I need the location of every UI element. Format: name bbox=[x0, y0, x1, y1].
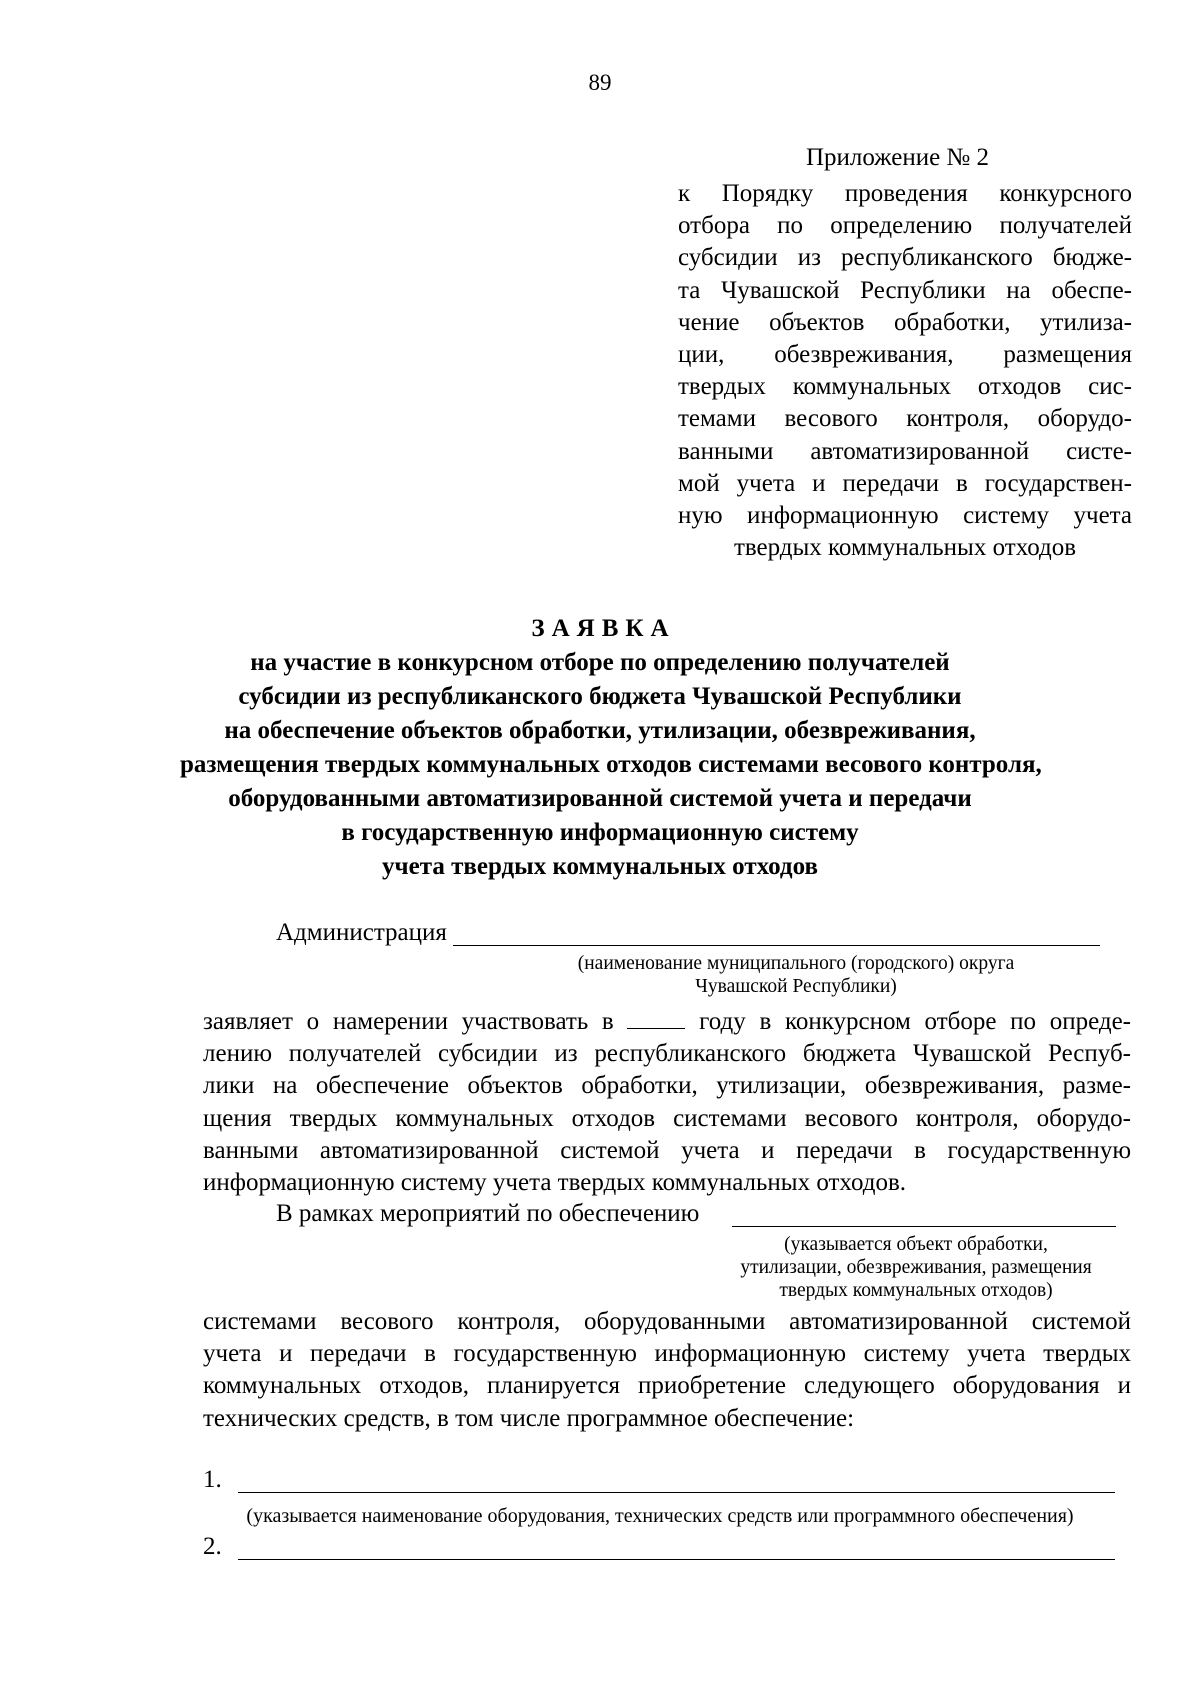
paragraph-line: информационную систему учета твердых коммунальных отходов. bbox=[203, 1169, 907, 1197]
hint-line: утилизации, обезвреживания, размещения bbox=[740, 1257, 1092, 1278]
administration-field bbox=[276, 919, 1100, 947]
heading-line: на участие в конкурсном отборе по определению получателей bbox=[250, 649, 950, 676]
measures-hint bbox=[700, 1233, 1132, 1302]
intent-paragraph bbox=[203, 1006, 1131, 1199]
administration-hint bbox=[496, 952, 1096, 998]
year-blank[interactable] bbox=[627, 1010, 685, 1029]
appendix-title: Приложение № 2 bbox=[806, 144, 990, 171]
appendix-line: твердых коммунальных отходов сис- bbox=[678, 373, 1132, 401]
application-heading bbox=[180, 612, 1042, 884]
item-number: 2. bbox=[203, 1533, 222, 1560]
paragraph-line: учета и передачи в государственную информационную систему учета твердых bbox=[203, 1340, 1131, 1368]
heading-line: в государственную информационную систему bbox=[341, 819, 859, 846]
hint-line: Чувашской Республики) bbox=[695, 976, 897, 997]
heading-word: ЗАЯВКА bbox=[531, 615, 676, 642]
measures-blank[interactable] bbox=[732, 1226, 1116, 1227]
heading-line: учета твердых коммунальных отходов bbox=[382, 853, 818, 880]
equipment-item-1-blank[interactable] bbox=[238, 1492, 1115, 1493]
paragraph-line: технических средств, в том числе программное обеспечение: bbox=[203, 1404, 855, 1432]
paragraph-line: лению получателей субсидии из республиканского бюджета Чувашской Респуб- bbox=[203, 1040, 1131, 1068]
appendix-line: ванными автоматизированной систе- bbox=[678, 437, 1132, 465]
equipment-paragraph bbox=[203, 1306, 1131, 1435]
item-number: 1. bbox=[203, 1466, 222, 1493]
paragraph-line: ванными автоматизированной системой учета и передачи в государственную bbox=[203, 1136, 1131, 1164]
appendix-reference bbox=[678, 178, 1132, 564]
appendix-line: мой учета и передачи в государствен- bbox=[678, 469, 1132, 497]
appendix-line: чение объектов обработки, утилиза- bbox=[678, 308, 1132, 336]
administration-blank[interactable] bbox=[453, 945, 1100, 946]
text-fragment: заявляет о намерении участвовать в bbox=[203, 1008, 614, 1035]
appendix-line: отбора по определению получателей bbox=[678, 212, 1132, 240]
appendix-line: субсидии из республиканского бюдже- bbox=[678, 244, 1132, 272]
measures-label: В рамках мероприятий по обеспечению bbox=[276, 1200, 700, 1227]
paragraph-line: коммунальных отходов, планируется приобретение следующего оборудования и bbox=[203, 1372, 1131, 1400]
equipment-item-2-blank[interactable] bbox=[238, 1559, 1115, 1560]
hint-line: твердых коммунальных отходов) bbox=[779, 1280, 1053, 1301]
appendix-line: темами весового контроля, оборудо- bbox=[678, 405, 1132, 433]
appendix-line: ную информационную систему учета bbox=[678, 502, 1132, 530]
measures-field bbox=[276, 1200, 1116, 1228]
hint-line: (наименование муниципального (городского) округа bbox=[577, 953, 1015, 974]
heading-line: оборудованными автоматизированной системой учета и передачи bbox=[228, 785, 972, 812]
text-fragment: году в конкурсном отборе по опреде- bbox=[699, 1008, 1131, 1035]
administration-label: Администрация bbox=[276, 919, 447, 946]
appendix-line: ции, обезвреживания, размещения bbox=[678, 341, 1132, 369]
heading-line: субсидии из республиканского бюджета Чувашской Республики bbox=[238, 683, 962, 710]
hint-line: (указывается объект обработки, bbox=[784, 1234, 1048, 1255]
heading-line: на обеспечение объектов обработки, утилизации, обезвреживания, bbox=[224, 717, 976, 744]
appendix-line: твердых коммунальных отходов bbox=[733, 534, 1077, 562]
paragraph-line: щения твердых коммунальных отходов системами весового контроля, оборудо- bbox=[203, 1104, 1131, 1132]
paragraph-line: лики на обеспечение объектов обработки, утилизации, обезвреживания, разме- bbox=[203, 1072, 1131, 1100]
equipment-item-hint: (указывается наименование оборудования, технических средств или программного обеспечения) bbox=[246, 1505, 1074, 1527]
page-number: 89 bbox=[588, 70, 612, 95]
appendix-line: к Порядку проведения конкурсного bbox=[678, 180, 1132, 207]
heading-line: размещения твердых коммунальных отходов системами весового контроля, bbox=[180, 751, 1042, 778]
paragraph-line bbox=[203, 1006, 1131, 1038]
paragraph-line: системами весового контроля, оборудованными автоматизированной системой bbox=[203, 1308, 1131, 1335]
appendix-line: та Чувашской Республики на обеспе- bbox=[678, 276, 1132, 304]
